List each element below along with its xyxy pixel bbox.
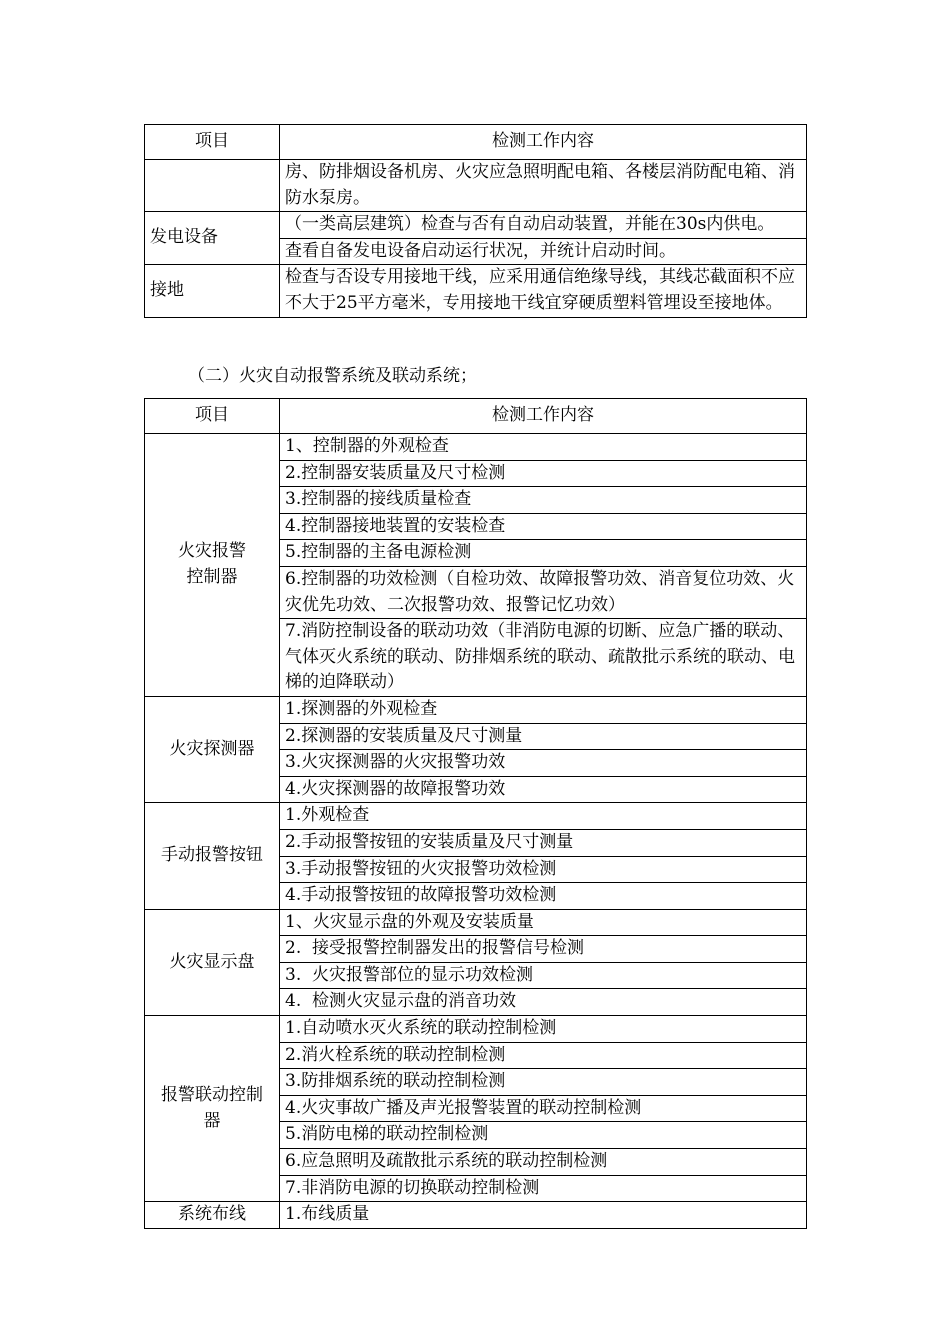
row-project [145,160,280,212]
header-content: 检测工作内容 [280,399,807,434]
group-item: 3.控制器的接线质量检查 [280,487,807,514]
group-item: 2.探测器的安装质量及尺寸测量 [280,723,807,750]
group-item: 7.非消防电源的切换联动控制检测 [280,1175,807,1202]
table-row [145,160,807,212]
group-item: 3.手动报警按钮的火灾报警功效检测 [280,856,807,883]
group-item: 7.消防控制设备的联动功效（非消防电源的切断、应急广播的联动、气体灭火系统的联动、防排烟系统的联动、疏散批示系统的联动、电梯的迫降联动） [280,619,807,697]
group-item: 5.控制器的主备电源检测 [280,540,807,567]
table-header-row [145,125,807,160]
group-item: 4. 检测火灾显示盘的消音功效 [280,989,807,1016]
header-project: 项目 [145,399,280,434]
group-item: 1.布线质量 [280,1202,807,1229]
group-project: 手动报警按钮 [145,803,280,909]
table-row [145,696,807,723]
header-project: 项目 [145,125,280,160]
row-content: （一类高层建筑）检查与否有自动启动装置，并能在30s内供电。 [280,212,807,239]
table-row [145,434,807,461]
table-row [145,1016,807,1043]
group-item: 2.手动报警按钮的安装质量及尺寸测量 [280,829,807,856]
header-content: 检测工作内容 [280,125,807,160]
group-item: 1.外观检查 [280,803,807,830]
group-project: 火灾探测器 [145,696,280,802]
group-project [145,1016,280,1202]
group-item: 1、控制器的外观检查 [280,434,807,461]
row-content: 房、防排烟设备机房、火灾应急照明配电箱、各楼层消防配电箱、消防水泵房。 [280,160,807,212]
group-item: 2. 接受报警控制器发出的报警信号检测 [280,936,807,963]
group-project [145,434,280,697]
group-item: 1.自动喷水灭火系统的联动控制检测 [280,1016,807,1043]
group-item: 4.火灾探测器的故障报警功效 [280,776,807,803]
group-item: 6.控制器的功效检测（自检功效、故障报警功效、消音复位功效、火灾优先功效、二次报警功效、报警记忆功效） [280,566,807,618]
group-item: 3.火灾探测器的火灾报警功效 [280,750,807,777]
table-row [145,1202,807,1229]
group-project: 火灾显示盘 [145,909,280,1015]
row-content: 查看自备发电设备启动运行状况，并统计启动时间。 [280,238,807,265]
table-header-row [145,399,807,434]
inspection-table-1 [144,124,807,318]
group-item: 4.火灾事故广播及声光报警装置的联动控制检测 [280,1095,807,1122]
group-item: 1、火灾显示盘的外观及安装质量 [280,909,807,936]
row-project: 发电设备 [145,212,280,265]
group-project-label: 报警联动控制器 [161,1085,263,1131]
group-item: 6.应急照明及疏散批示系统的联动控制检测 [280,1149,807,1176]
row-project: 接地 [145,265,280,317]
section-title: （二）火灾自动报警系统及联动系统； [188,366,477,386]
table-row [145,909,807,936]
table-row [145,212,807,239]
group-item: 2.消火栓系统的联动控制检测 [280,1042,807,1069]
group-project-label: 火灾报警控制器 [177,541,246,587]
group-item: 4.手动报警按钮的故障报警功效检测 [280,883,807,910]
group-item: 1.探测器的外观检查 [280,696,807,723]
row-content: 检查与否设专用接地干线，应采用通信绝缘导线，其线芯截面积不应不大于25平方毫米，专用接地干线宜穿硬质塑料管埋设至接地体。 [280,265,807,317]
table-row [145,265,807,317]
group-item: 2.控制器安装质量及尺寸检测 [280,460,807,487]
group-item: 5.消防电梯的联动控制检测 [280,1122,807,1149]
group-project: 系统布线 [145,1202,280,1229]
group-item: 3.防排烟系统的联动控制检测 [280,1069,807,1096]
table-row [145,803,807,830]
inspection-table-2 [144,398,807,1229]
group-item: 4.控制器接地装置的安装检查 [280,513,807,540]
group-item: 3. 火灾报警部位的显示功效检测 [280,962,807,989]
